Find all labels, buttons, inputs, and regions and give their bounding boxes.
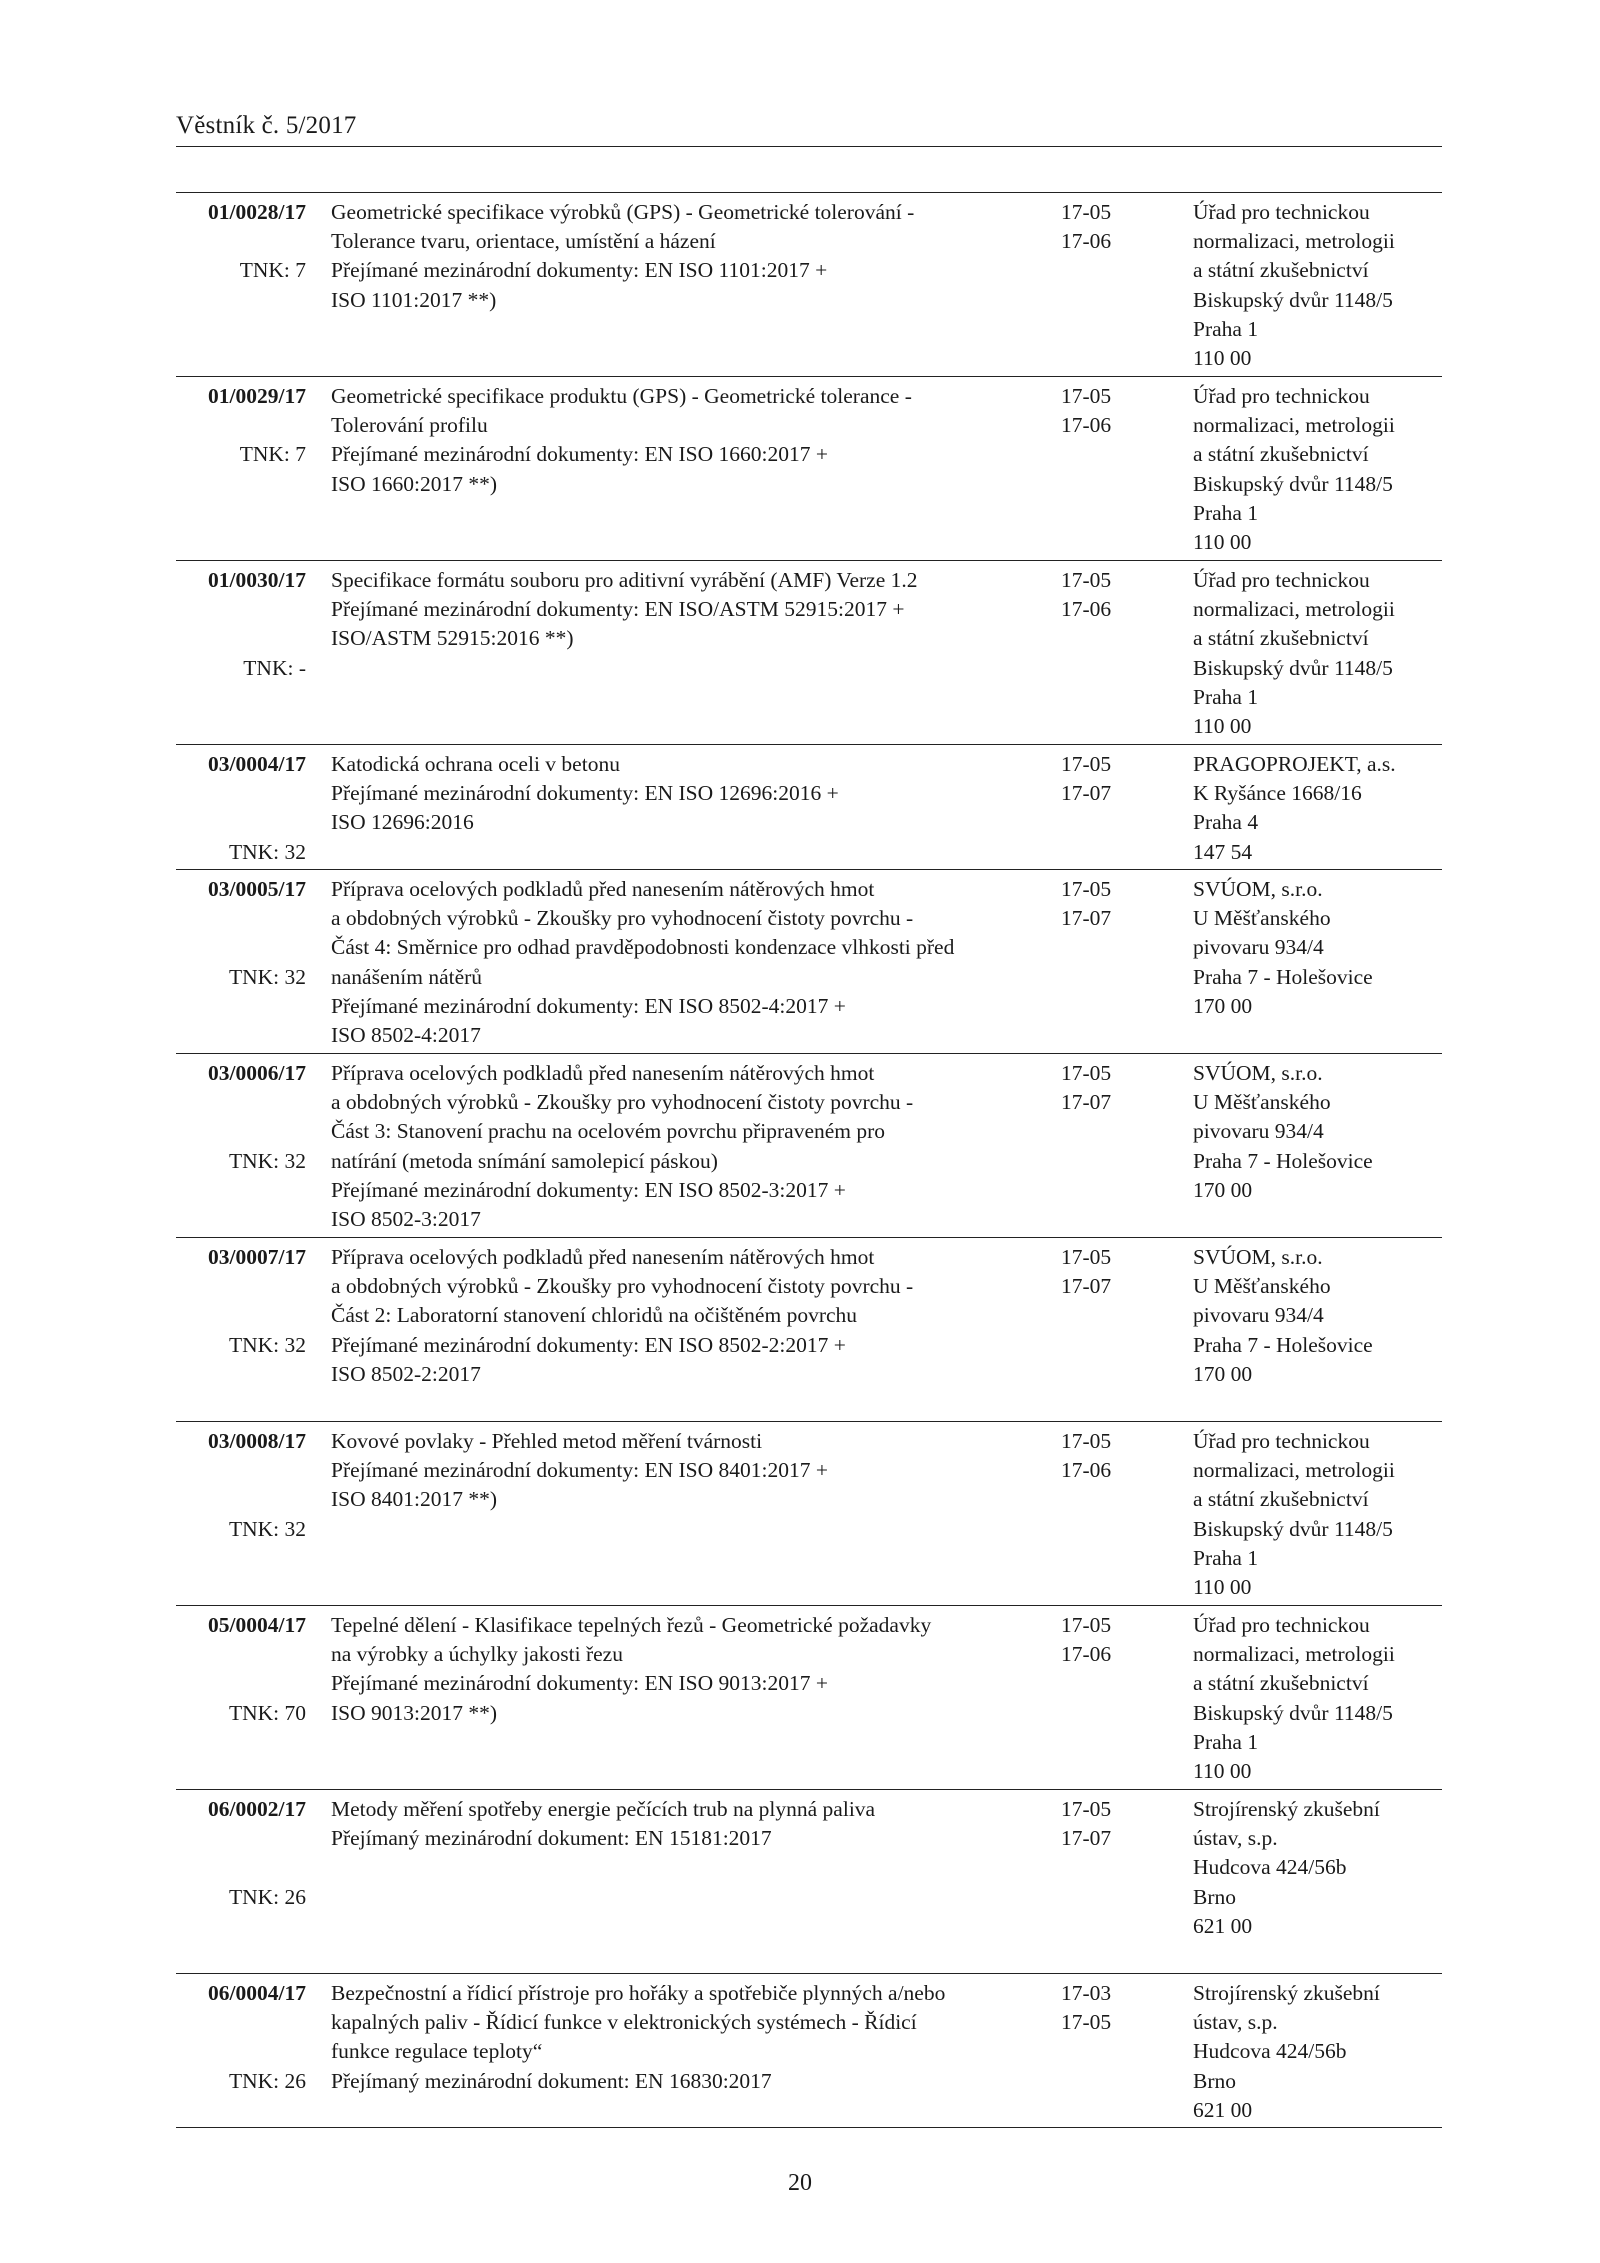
title-line: Přejímané mezinárodní dokumenty: EN ISO 9013:2017 + — [331, 1671, 828, 1696]
page-header — [176, 110, 1442, 147]
standard-title-cell — [331, 1611, 1021, 1728]
date-value: 17-05 — [1061, 200, 1112, 224]
address-line: 110 00 — [1193, 1759, 1252, 1784]
date-value: 17-05 — [1061, 1429, 1112, 1453]
title-line: Přejímaný mezinárodní dokument: EN 15181:2017 — [331, 1826, 772, 1851]
title-line: Část 4: Směrnice pro odhad pravděpodobnosti kondenzace vlhkosti před — [331, 935, 955, 960]
title-line: ISO 1101:2017 **) — [331, 287, 497, 312]
address-line: a státní zkušebnictví — [1193, 442, 1369, 467]
address-line: a státní zkušebnictví — [1193, 1487, 1369, 1512]
address-line: Hudcova 424/56b — [1193, 2039, 1347, 2064]
title-line: nanášením nátěrů — [331, 964, 483, 989]
tnk-number: TNK: 32 — [228, 839, 306, 864]
title-line: Geometrické specifikace produktu (GPS) - Geometrické tolerance - — [331, 384, 912, 408]
address-line: SVÚOM, s.r.o. — [1193, 1245, 1323, 1269]
table-row — [176, 1422, 1442, 1606]
address-line: 621 00 — [1193, 2097, 1253, 2122]
standard-title-cell — [331, 1795, 1021, 1853]
address-line: normalizaci, metrologii — [1193, 229, 1395, 254]
dates-cell — [1061, 198, 1151, 256]
title-line: Přejímaný mezinárodní dokument: EN 16830:2017 — [331, 2068, 772, 2093]
standard-code-cell — [176, 750, 306, 864]
dates-cell — [1061, 566, 1151, 624]
tnk-number: TNK: 70 — [228, 1700, 306, 1725]
address-line: Praha 7 - Holešovice — [1193, 964, 1373, 989]
title-line: Přejímané mezinárodní dokumenty: EN ISO 12696:2016 + — [331, 781, 839, 806]
title-line: Tolerance tvaru, orientace, umístění a házení — [331, 229, 716, 254]
address-line: U Měšťanského — [1193, 906, 1331, 931]
address-line: SVÚOM, s.r.o. — [1193, 877, 1323, 901]
standard-code: 03/0006/17 — [208, 1061, 306, 1085]
standard-code: 03/0007/17 — [208, 1245, 306, 1269]
address-line: a státní zkušebnictví — [1193, 626, 1369, 651]
date-value: 17-05 — [1061, 752, 1112, 776]
date-value: 17-06 — [1061, 1458, 1112, 1483]
page-number: 20 — [788, 2170, 812, 2196]
date-value: 17-07 — [1061, 1826, 1112, 1851]
dates-cell — [1061, 875, 1151, 933]
tnk-number: TNK: 26 — [228, 1884, 306, 1909]
table-row — [176, 1054, 1442, 1238]
address-line: normalizaci, metrologii — [1193, 597, 1395, 622]
dates-cell — [1061, 750, 1151, 808]
standard-code: 05/0004/17 — [208, 1613, 306, 1637]
address-line: Biskupský dvůr 1148/5 — [1193, 1516, 1393, 1541]
dates-cell — [1061, 1979, 1151, 2037]
address-line: K Ryšánce 1668/16 — [1193, 781, 1362, 806]
table-row — [176, 1974, 1442, 2128]
table-row — [176, 1606, 1442, 1790]
address-line: Úřad pro technickou — [1193, 1613, 1370, 1637]
address-line: Biskupský dvůr 1148/5 — [1193, 1700, 1393, 1725]
table-row — [176, 1238, 1442, 1422]
dates-cell — [1061, 1611, 1151, 1669]
address-line: Praha 7 - Holešovice — [1193, 1332, 1373, 1357]
tnk-number: TNK: - — [243, 655, 306, 680]
title-line: ISO 12696:2016 — [331, 810, 474, 835]
address-line: normalizaci, metrologii — [1193, 1642, 1395, 1667]
standard-code-cell — [176, 566, 306, 739]
table-row — [176, 377, 1442, 561]
standard-code-cell — [176, 1979, 306, 2122]
standard-code-cell — [176, 1427, 306, 1600]
standard-code: 01/0029/17 — [208, 384, 306, 408]
address-line: U Měšťanského — [1193, 1090, 1331, 1115]
processor-address-cell — [1193, 198, 1442, 373]
address-line: Úřad pro technickou — [1193, 568, 1370, 592]
processor-address-cell — [1193, 1427, 1442, 1602]
address-line: 110 00 — [1193, 530, 1252, 555]
processor-address-cell — [1193, 1243, 1442, 1389]
title-line: Tepelné dělení - Klasifikace tepelných řezů - Geometrické požadavky — [331, 1613, 932, 1637]
standard-code-cell — [176, 382, 306, 555]
date-value: 17-07 — [1061, 906, 1112, 931]
standard-code-cell — [176, 1059, 306, 1232]
processor-address-cell — [1193, 875, 1442, 1021]
dates-cell — [1061, 1427, 1151, 1485]
title-line: a obdobných výrobků - Zkoušky pro vyhodnocení čistoty povrchu - — [331, 906, 914, 931]
standard-code: 03/0004/17 — [208, 752, 306, 776]
title-line: Bezpečnostní a řídicí přístroje pro hořáky a spotřebiče plynných a/nebo — [331, 1981, 946, 2005]
address-line: SVÚOM, s.r.o. — [1193, 1061, 1323, 1085]
standard-title-cell — [331, 750, 1021, 838]
address-line: Biskupský dvůr 1148/5 — [1193, 655, 1393, 680]
dates-cell — [1061, 1795, 1151, 1853]
address-line: Úřad pro technickou — [1193, 384, 1370, 408]
standard-title-cell — [331, 1243, 1021, 1389]
address-line: Biskupský dvůr 1148/5 — [1193, 287, 1393, 312]
processor-address-cell — [1193, 382, 1442, 557]
tnk-number: TNK: 7 — [239, 442, 306, 467]
standard-code: 06/0002/17 — [208, 1797, 306, 1821]
date-value: 17-06 — [1061, 597, 1112, 622]
date-value: 17-05 — [1061, 568, 1112, 592]
tnk-number: TNK: 32 — [228, 1516, 306, 1541]
table-row — [176, 561, 1442, 745]
title-line: Kovové povlaky - Přehled metod měření tvárnosti — [331, 1429, 763, 1453]
processor-address-cell — [1193, 1795, 1442, 1941]
address-line: pivovaru 934/4 — [1193, 1303, 1324, 1328]
title-line: ISO 1660:2017 **) — [331, 471, 498, 496]
address-line: Praha 1 — [1193, 1545, 1259, 1570]
date-value: 17-06 — [1061, 229, 1112, 254]
address-line: Strojírenský zkušební — [1193, 1981, 1380, 2005]
standard-title-cell — [331, 1059, 1021, 1234]
address-line: 110 00 — [1193, 346, 1252, 371]
address-line: Hudcova 424/56b — [1193, 1855, 1347, 1880]
processor-address-cell — [1193, 566, 1442, 741]
standard-code-cell — [176, 1611, 306, 1784]
tnk-number: TNK: 7 — [239, 258, 306, 283]
date-value: 17-05 — [1061, 384, 1112, 408]
title-line: kapalných paliv - Řídicí funkce v elektronických systémech - Řídicí — [331, 2010, 917, 2035]
standard-code-cell — [176, 1243, 306, 1416]
title-line: Metody měření spotřeby energie pečících trub na plynná paliva — [331, 1797, 876, 1821]
address-line: 621 00 — [1193, 1913, 1253, 1938]
title-line: Přejímané mezinárodní dokumenty: EN ISO 8502-3:2017 + — [331, 1177, 846, 1202]
title-line: Přejímané mezinárodní dokumenty: EN ISO 1101:2017 + — [331, 258, 828, 283]
tnk-number: TNK: 32 — [228, 1332, 306, 1357]
tnk-number: TNK: 26 — [228, 2068, 306, 2093]
title-line: a obdobných výrobků - Zkoušky pro vyhodnocení čistoty povrchu - — [331, 1090, 914, 1115]
address-line: normalizaci, metrologii — [1193, 413, 1395, 438]
address-line: 170 00 — [1193, 1361, 1253, 1386]
standard-code: 03/0005/17 — [208, 877, 306, 901]
title-line: ISO 8502-3:2017 — [331, 1207, 481, 1232]
address-line: Úřad pro technickou — [1193, 200, 1370, 224]
date-value: 17-03 — [1061, 1981, 1112, 2005]
title-line: na výrobky a úchylky jakosti řezu — [331, 1642, 623, 1667]
standard-title-cell — [331, 1979, 1021, 2096]
standard-title-cell — [331, 382, 1021, 499]
title-line: ISO 9013:2017 **) — [331, 1700, 498, 1725]
address-line: Praha 1 — [1193, 500, 1259, 525]
address-line: Biskupský dvůr 1148/5 — [1193, 471, 1393, 496]
standard-title-cell — [331, 566, 1021, 654]
standard-code-cell — [176, 875, 306, 1048]
date-value: 17-05 — [1061, 1245, 1112, 1269]
address-line: pivovaru 934/4 — [1193, 935, 1324, 960]
standard-title-cell — [331, 198, 1021, 315]
standards-table — [176, 192, 1442, 2128]
title-line: Část 3: Stanovení prachu na ocelovém povrchu připraveném pro — [331, 1119, 886, 1144]
title-line: Přejímané mezinárodní dokumenty: EN ISO 1660:2017 + — [331, 442, 828, 467]
address-line: normalizaci, metrologii — [1193, 1458, 1395, 1483]
table-row — [176, 1790, 1442, 1974]
table-row — [176, 745, 1442, 870]
title-line: Přejímané mezinárodní dokumenty: EN ISO/ASTM 52915:2017 + — [331, 597, 905, 622]
journal-title: Věstník č. 5/2017 — [176, 112, 357, 139]
date-value: 17-06 — [1061, 1642, 1112, 1667]
date-value: 17-05 — [1061, 1061, 1112, 1085]
processor-address-cell — [1193, 1611, 1442, 1786]
standard-title-cell — [331, 1427, 1021, 1515]
standard-code-cell — [176, 198, 306, 371]
address-line: a státní zkušebnictví — [1193, 258, 1369, 283]
tnk-number: TNK: 32 — [228, 964, 306, 989]
address-line: 170 00 — [1193, 993, 1253, 1018]
address-line: Brno — [1193, 2068, 1236, 2093]
standard-title-cell — [331, 875, 1021, 1050]
table-row — [176, 870, 1442, 1054]
date-value: 17-07 — [1061, 1090, 1112, 1115]
address-line: Praha 4 — [1193, 810, 1259, 835]
processor-address-cell — [1193, 1979, 1442, 2125]
title-line: Příprava ocelových podkladů před nanesením nátěrových hmot — [331, 877, 875, 901]
title-line: Tolerování profilu — [331, 413, 488, 438]
address-line: Úřad pro technickou — [1193, 1429, 1370, 1453]
tnk-number: TNK: 32 — [228, 1148, 306, 1173]
address-line: U Měšťanského — [1193, 1274, 1331, 1299]
title-line: ISO 8401:2017 **) — [331, 1487, 498, 1512]
date-value: 17-06 — [1061, 413, 1112, 438]
processor-address-cell — [1193, 1059, 1442, 1205]
address-line: 110 00 — [1193, 1575, 1252, 1600]
address-line: Brno — [1193, 1884, 1236, 1909]
dates-cell — [1061, 1059, 1151, 1117]
address-line: 170 00 — [1193, 1177, 1253, 1202]
date-value: 17-07 — [1061, 1274, 1112, 1299]
date-value: 17-07 — [1061, 781, 1112, 806]
title-line: a obdobných výrobků - Zkoušky pro vyhodnocení čistoty povrchu - — [331, 1274, 914, 1299]
standard-code: 01/0030/17 — [208, 568, 306, 592]
title-line: natírání (metoda snímání samolepicí páskou) — [331, 1148, 718, 1173]
address-line: ústav, s.p. — [1193, 1826, 1278, 1851]
title-line: ISO/ASTM 52915:2016 **) — [331, 626, 574, 651]
address-line: 110 00 — [1193, 714, 1252, 739]
title-line: Příprava ocelových podkladů před nanesením nátěrových hmot — [331, 1245, 875, 1269]
address-line: Strojírenský zkušební — [1193, 1797, 1380, 1821]
address-line: ústav, s.p. — [1193, 2010, 1278, 2035]
dates-cell — [1061, 382, 1151, 440]
title-line: Přejímané mezinárodní dokumenty: EN ISO 8401:2017 + — [331, 1458, 828, 1483]
address-line: Praha 7 - Holešovice — [1193, 1148, 1373, 1173]
title-line: funkce regulace teploty“ — [331, 2039, 543, 2064]
title-line: Přejímané mezinárodní dokumenty: EN ISO 8502-4:2017 + — [331, 993, 846, 1018]
date-value: 17-05 — [1061, 877, 1112, 901]
title-line: Příprava ocelových podkladů před nanesením nátěrových hmot — [331, 1061, 875, 1085]
dates-cell — [1061, 1243, 1151, 1301]
date-value: 17-05 — [1061, 1613, 1112, 1637]
address-line: pivovaru 934/4 — [1193, 1119, 1324, 1144]
title-line: ISO 8502-2:2017 — [331, 1361, 481, 1386]
table-row — [176, 193, 1442, 377]
date-value: 17-05 — [1061, 1797, 1112, 1821]
address-line: Praha 1 — [1193, 316, 1259, 341]
standard-code: 01/0028/17 — [208, 200, 306, 224]
date-value: 17-05 — [1061, 2010, 1112, 2035]
title-line: Část 2: Laboratorní stanovení chloridů na očištěném povrchu — [331, 1303, 858, 1328]
standard-code: 06/0004/17 — [208, 1981, 306, 2005]
standard-code: 03/0008/17 — [208, 1429, 306, 1453]
title-line: Specifikace formátu souboru pro aditivní vyrábění (AMF) Verze 1.2 — [331, 568, 918, 592]
processor-address-cell — [1193, 750, 1442, 867]
title-line: Katodická ochrana oceli v betonu — [331, 752, 620, 776]
address-line: 147 54 — [1193, 839, 1253, 864]
title-line: Přejímané mezinárodní dokumenty: EN ISO 8502-2:2017 + — [331, 1332, 846, 1357]
title-line: Geometrické specifikace výrobků (GPS) - Geometrické tolerování - — [331, 200, 915, 224]
address-line: Praha 1 — [1193, 684, 1259, 709]
address-line: Praha 1 — [1193, 1729, 1259, 1754]
standard-code-cell — [176, 1795, 306, 1968]
address-line: PRAGOPROJEKT, a.s. — [1193, 752, 1396, 776]
title-line: ISO 8502-4:2017 — [331, 1023, 481, 1048]
address-line: a státní zkušebnictví — [1193, 1671, 1369, 1696]
